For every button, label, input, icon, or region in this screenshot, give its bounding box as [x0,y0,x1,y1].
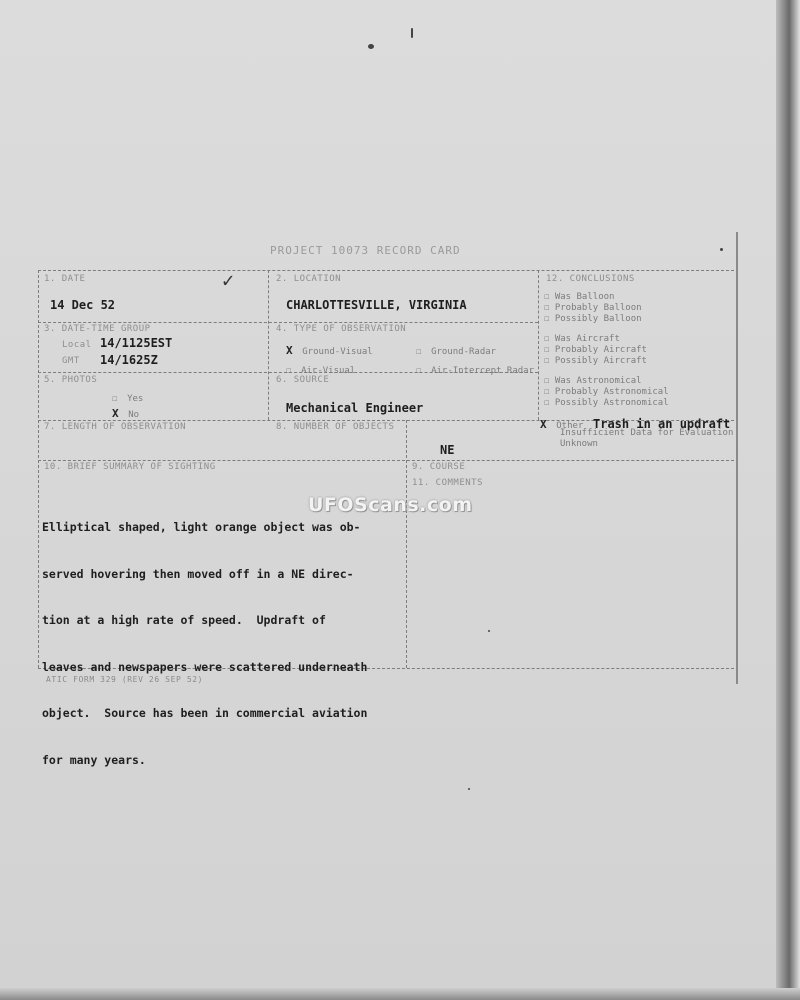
option-label: Other [556,421,584,431]
conclusion-option: ☐ Was Astronomical [544,376,642,386]
location-label: 2. LOCATION [276,274,342,284]
observation-type-option [286,339,373,358]
conclusion-option: ☐ Possibly Balloon [544,314,642,324]
comments-label: 11. COMMENTS [412,478,484,488]
location-value: CHARLOTTESVILLE, VIRGINIA [286,298,467,312]
summary-line: for many years. [42,752,146,767]
local-value: 14/1125EST [100,336,173,350]
column-divider [538,270,539,420]
card-right-border [736,232,738,684]
source-value: Mechanical Engineer [286,401,424,415]
gmt-label: GMT [62,356,80,366]
checkbox-icon: ☐ [286,366,292,376]
conclusions-label: 12. CONCLUSIONS [546,274,635,284]
option-label: No [128,410,140,420]
checkbox-icon: ☐ [416,366,422,376]
conclusion-option: ☐ Probably Balloon [544,303,642,313]
checkbox-mark: X [112,407,119,420]
scan-speck [468,788,470,790]
scan-edge-right [776,0,800,1000]
conclusion-option: ☐ Was Aircraft [544,334,620,344]
option-label: Was Aircraft [554,334,620,344]
checkbox-mark: X [540,418,547,431]
scan-speck [411,28,413,38]
observation-type-label: 4. TYPE OF OBSERVATION [276,324,407,334]
summary-line: leaves and newspapers were scattered underneath [42,659,368,674]
card-left-border [38,270,39,668]
column-divider [406,420,407,668]
option-label: Was Balloon [554,292,615,302]
option-label: Probably Aircraft [554,345,647,355]
watermark: UFOScans.com [308,494,473,516]
check-mark: ✓ [222,268,235,292]
sighting-summary-label: 10. BRIEF SUMMARY OF SIGHTING [44,462,216,472]
checkbox-mark: X [286,344,293,357]
checkbox-icon: ☐ [416,347,422,357]
photos-option [112,402,139,421]
gmt-value: 14/1625Z [100,353,158,367]
summary-line: object. Source has been in commercial aviation [42,706,368,720]
course-label: 9. COURSE [412,462,466,472]
option-label: Was Astronomical [554,376,642,386]
photos-label: 5. PHOTOS [44,375,98,385]
scan-edge-bottom [0,988,800,1000]
card-title: PROJECT 10073 RECORD CARD [270,244,461,257]
datetime-group-label: 3. DATE-TIME GROUP [44,324,151,334]
observation-type-option [416,339,496,358]
row-divider [38,322,538,323]
form-number: ATIC FORM 329 (REV 26 SEP 52) [46,675,204,684]
source-label: 6. SOURCE [276,375,330,385]
conclusion-option: ☐ Was Balloon [544,292,615,302]
summary-line: served hovering then moved off in a NE direc- [42,566,354,581]
scan-speck [488,630,490,632]
summary-line: tion at a high rate of speed. Updraft of [42,613,326,627]
option-label: Air-Visual [301,366,356,376]
column-divider [268,270,269,420]
scan-speck [368,44,374,49]
option-label: Air-Intercept Radar [431,366,535,376]
conclusion-option: ☐ Probably Astronomical [544,387,669,397]
conclusion-option: ☐ Possibly Astronomical [544,398,669,408]
insufficient-data-option: Insufficient Data for Evaluation [560,428,734,438]
objects-label: 8. NUMBER OF OBJECTS [276,422,395,432]
option-label: Ground-Radar [431,347,497,357]
option-label: Ground-Visual [302,347,373,357]
local-label: Local [62,340,92,350]
option-label: Probably Balloon [554,303,642,313]
sighting-summary-text [42,489,367,799]
observation-type-option [416,358,534,377]
card-top-border [38,270,734,271]
conclusion-option: ☐ Possibly Aircraft [544,356,647,366]
summary-line: Elliptical shaped, light orange object was ob- [42,520,361,534]
date-label: 1. DATE [44,274,86,284]
checkbox-icon: ☐ [112,394,118,404]
unknown-option: Unknown [560,439,598,449]
option-label: Possibly Balloon [554,314,642,324]
row-divider [38,460,734,461]
scan-speck [720,248,723,251]
conclusion-option: ☐ Probably Aircraft [544,345,647,355]
option-label: Yes [127,394,144,404]
course-value: NE [440,443,455,457]
option-label: Possibly Aircraft [554,356,647,366]
option-label: Possibly Astronomical [554,398,669,408]
date-value: 14 Dec 52 [50,298,116,312]
observation-length-label: 7. LENGTH OF OBSERVATION [44,422,187,432]
conclusion-other-value: Trash in an updraft [593,417,731,431]
option-label: Probably Astronomical [554,387,669,397]
